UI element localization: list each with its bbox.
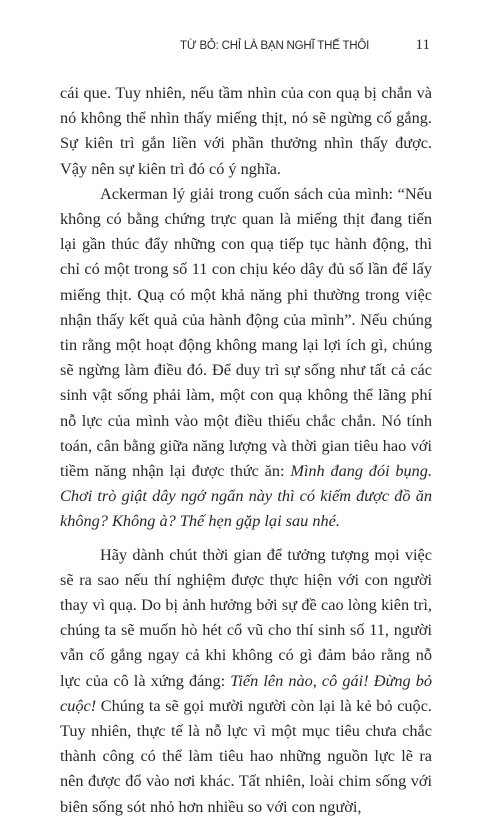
paragraph-text: Ackerman lý giải trong cuốn sách của mình: “Nếu không có bằng chứng trực quan là miếng thịt đang tiến lại gần thúc đẩy những con quạ tiếp tục hành động, thì chỉ có một trong số 11 con chịu kéo dây đủ số lần để lấy miếng thịt. Quạ có một khả năng phi thường trong việc nhận thấy kết quả của hành động của mình”. Nếu chúng tin rằng một hoạt động không mang lại lợi ích gì, chúng sẽ ngừng làm điều đó. Để duy trì sự sống như tất cả các sinh vật sống phải làm, một con quạ không thể lãng phí nỗ lực của mình vào một điều thiếu chắc chắn. Nó tính toán, cân bằng giữa năng lượng và thời gian tiêu hao với tiềm năng nhận lại được thức ăn: (60, 183, 432, 481)
paragraph-1 (60, 80, 432, 181)
body-text (60, 80, 432, 819)
paragraph-text: Chúng ta sẽ gọi mười người còn lại là kẻ bỏ cuộc. Tuy nhiên, thực tế là nỗ lực vì một mục tiêu chưa chắc thành công có thể làm tiêu hao những nguồn lực lẽ ra nên được đổ vào nơi khác. Tất nhiên, loài chim sống với biên sống sót nhỏ hơn nhiều so với con người, (60, 695, 432, 816)
italic-thought: Mình đang đói bụng. Chơi trò giật dây ngớ ngẩn này thì có kiếm được đồ ăn không? Không à? Thế hẹn gặp lại sau nhé. (60, 461, 433, 531)
paragraph-2 (60, 181, 432, 534)
running-title: TỪ BỎ: CHỈ LÀ BẠN NGHĨ THẾ THÔI (180, 40, 370, 52)
paragraph-text: cái que. Tuy nhiên, nếu tầm nhìn của con quạ bị chắn và nó không thể nhìn thấy miếng thịt, nó sẽ ngừng cố gắng. Sự kiên trì gắn liền với phần thưởng nhìn thấy được. Vậy nên sự kiên trì đó có ý nghĩa. (60, 83, 432, 178)
paragraph-3 (60, 542, 432, 819)
page-number: 11 (415, 37, 430, 53)
page-header (60, 37, 430, 59)
paragraph-text: Hãy dành chút thời gian để tưởng tượng mọi việc sẽ ra sao nếu thí nghiệm được thực hiện với con người thay vì quạ. Do bị ảnh hưởng bởi sự đề cao lòng kiên trì, chúng ta sẽ muốn hò hét cổ vũ cho thí sinh số 11, người vẫn cố gắng ngay cả khi không có gì đảm bảo rằng nỗ lực của cô là xứng đáng: (60, 544, 432, 690)
italic-cheer: Tiến lên nào, cô gái! Đừng bỏ cuộc! (60, 670, 432, 715)
